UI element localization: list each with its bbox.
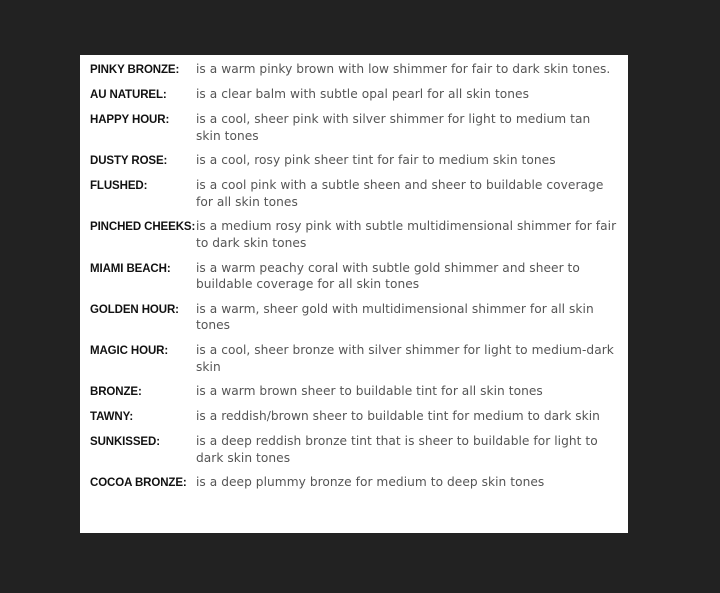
shade-name: GOLDEN HOUR: bbox=[90, 303, 179, 316]
shade-row bbox=[90, 152, 618, 169]
shade-description: is a clear balm with subtle opal pearl for all skin tones bbox=[196, 87, 529, 101]
shade-name: COCOA BRONZE: bbox=[90, 477, 187, 490]
shade-description: is a cool, rosy pink sheer tint for fair to medium skin tones bbox=[196, 153, 556, 168]
shade-description: is a cool, sheer pink with silver shimmer for light to medium tan skin tones bbox=[196, 112, 591, 143]
shade-row bbox=[90, 86, 618, 103]
shade-name: SUNKISSED: bbox=[90, 436, 160, 449]
shade-name: DUSTY ROSE: bbox=[90, 155, 168, 168]
shade-row bbox=[90, 433, 618, 466]
shade-row bbox=[90, 474, 618, 491]
shade-description: is a cool, sheer bronze with silver shimmer for light to medium-dark skin bbox=[196, 342, 614, 374]
shade-description: is a warm pinky brown with low shimmer for fair to dark skin tones. bbox=[196, 62, 611, 76]
shade-description: is a reddish/brown sheer to buildable tint for medium to dark skin bbox=[196, 409, 600, 424]
shade-name: MIAMI BEACH: bbox=[90, 262, 171, 275]
shade-row bbox=[90, 177, 618, 210]
shade-row bbox=[90, 111, 618, 144]
shade-name: HAPPY HOUR: bbox=[90, 114, 170, 126]
shade-description: is a warm peachy coral with subtle gold shimmer and sheer to buildable coverage for all skin tones bbox=[196, 260, 580, 292]
shade-description: is a warm, sheer gold with multidimensional shimmer for all skin tones bbox=[196, 301, 594, 333]
shade-row bbox=[90, 383, 618, 400]
shade-row bbox=[90, 342, 618, 375]
shade-description: is a cool pink with a subtle sheen and sheer to buildable coverage for all skin tones bbox=[196, 178, 604, 209]
shade-list-card bbox=[80, 55, 628, 533]
shade-row bbox=[90, 61, 618, 78]
shade-row bbox=[90, 218, 618, 251]
shade-name: PINCHED CHEEKS: bbox=[90, 221, 196, 234]
shade-row bbox=[90, 408, 618, 425]
shade-row bbox=[90, 301, 618, 334]
shade-name: PINKY BRONZE: bbox=[90, 64, 180, 76]
shade-description: is a deep reddish bronze tint that is sheer to buildable for light to dark skin tones bbox=[196, 434, 598, 465]
shade-row bbox=[90, 260, 618, 293]
shade-name: TAWNY: bbox=[90, 411, 134, 424]
shade-description: is a medium rosy pink with subtle multidimensional shimmer for fair to dark skin tones bbox=[196, 219, 617, 250]
shade-name: BRONZE: bbox=[90, 386, 142, 399]
shade-name: AU NATUREL: bbox=[90, 89, 167, 101]
shade-description: is a deep plummy bronze for medium to deep skin tones bbox=[196, 475, 545, 490]
shade-name: MAGIC HOUR: bbox=[90, 344, 169, 357]
shade-name: FLUSHED: bbox=[90, 180, 148, 193]
shade-description: is a warm brown sheer to buildable tint for all skin tones bbox=[196, 384, 543, 399]
